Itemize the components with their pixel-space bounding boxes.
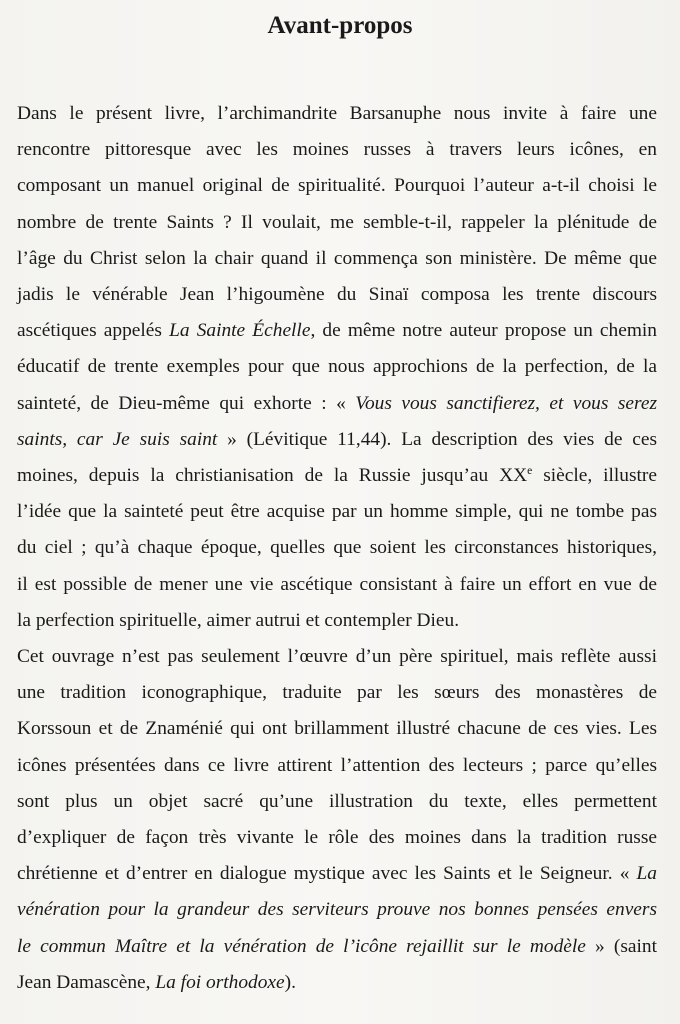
text-line bbox=[17, 458, 657, 494]
text-line bbox=[17, 530, 657, 566]
text-run: il est possible de mener une vie ascétique consistant à faire un effort en vue de bbox=[17, 573, 657, 595]
text-run: moines, depuis la christianisation de la Russie jusqu’au XX bbox=[17, 465, 528, 487]
text-line bbox=[17, 132, 657, 168]
italic-text: saints, car Je suis saint bbox=[17, 428, 218, 450]
text-run: l’idée que la sainteté peut être acquise par un homme simple, qui ne tombe pas bbox=[17, 501, 657, 523]
text-run: » (Lévitique 11,44). La description des vies de ces bbox=[217, 428, 657, 450]
paragraph bbox=[17, 639, 657, 1001]
text-run: Cet ouvrage n’est pas seulement l’œuvre d’un père spirituel, mais reflète aussi bbox=[17, 646, 657, 668]
text-run: Jean Damascène, bbox=[17, 971, 156, 993]
body-text bbox=[17, 96, 657, 1001]
text-line bbox=[17, 567, 657, 603]
text-line bbox=[17, 241, 657, 277]
text-run: jadis le vénérable Jean l’higoumène du Sinaï composa les trente discours bbox=[17, 284, 657, 306]
text-run: composant un manuel original de spiritualité. Pourquoi l’auteur a-t-il choisi le bbox=[17, 175, 657, 197]
text-run: sainteté, de Dieu-même qui exhorte : « bbox=[17, 392, 356, 414]
text-line bbox=[17, 96, 657, 132]
text-line bbox=[17, 603, 657, 639]
text-line bbox=[17, 313, 657, 349]
text-run: Dans le présent livre, l’archimandrite Barsanuphe nous invite à faire une bbox=[17, 103, 657, 124]
text-run: la perfection spirituelle, aimer autrui et contempler Dieu. bbox=[17, 609, 460, 631]
italic-text: vénération pour la grandeur des serviteurs prouve nos bonnes pensées envers bbox=[17, 899, 657, 921]
text-run: icônes présentées dans ce livre attirent l’attention des lecteurs ; parce qu’elles bbox=[17, 754, 657, 776]
text-line bbox=[17, 892, 657, 928]
text-run: ). bbox=[284, 971, 296, 993]
text-line bbox=[17, 856, 657, 892]
text-line bbox=[17, 929, 657, 965]
text-line bbox=[17, 494, 657, 530]
text-line bbox=[17, 639, 657, 675]
superscript: e bbox=[527, 464, 533, 478]
italic-text: Vous vous sanctifierez, et vous serez bbox=[355, 392, 658, 414]
text-run: , de même notre auteur propose un chemin bbox=[310, 320, 658, 342]
text-run: une tradition iconographique, traduite par les sœurs des monastères de bbox=[17, 682, 657, 704]
text-run: rencontre pittoresque avec les moines russes à travers leurs icônes, en bbox=[17, 139, 657, 161]
text-run: siècle, illustre bbox=[532, 465, 658, 487]
text-line bbox=[17, 675, 657, 711]
text-run: Korssoun et de Znaménié qui ont brillamment illustré chacune de ces vies. Les bbox=[17, 718, 657, 740]
text-line bbox=[17, 711, 657, 747]
text-line bbox=[17, 205, 657, 241]
text-line bbox=[17, 820, 657, 856]
text-line bbox=[17, 168, 657, 204]
text-line bbox=[17, 386, 657, 422]
text-line bbox=[17, 748, 657, 784]
text-run: éducatif de trente exemples pour que nous approchions de la perfection, de la bbox=[17, 356, 657, 378]
text-line bbox=[17, 277, 657, 313]
paragraph bbox=[17, 96, 657, 639]
text-run: du ciel ; qu’à chaque époque, quelles que soient les circonstances historiques, bbox=[17, 537, 657, 559]
text-run: » (saint bbox=[585, 935, 657, 957]
text-line bbox=[17, 349, 657, 385]
italic-text: La Sainte Échelle bbox=[169, 320, 311, 342]
italic-text: La bbox=[636, 863, 657, 885]
text-line bbox=[17, 422, 657, 458]
text-run: nombre de trente Saints ? Il voulait, me semble-t-il, rappeler la plénitude de bbox=[17, 211, 657, 233]
text-line bbox=[17, 784, 657, 820]
text-run: chrétienne et d’entrer en dialogue mystique avec les Saints et le Seigneur. « bbox=[17, 863, 637, 885]
text-run: sont plus un objet sacré qu’une illustration du texte, elles permettent bbox=[17, 790, 657, 812]
text-line bbox=[17, 965, 657, 1001]
italic-text: La foi orthodoxe bbox=[155, 971, 285, 993]
italic-text: le commun Maître et la vénération de l’icône rejaillit sur le modèle bbox=[17, 935, 586, 957]
page-title: Avant-propos bbox=[267, 12, 413, 39]
text-run: ascétiques appelés bbox=[17, 320, 170, 342]
text-run: l’âge du Christ selon la chair quand il commença son ministère. De même que bbox=[17, 247, 657, 269]
text-run: d’expliquer de façon très vivante le rôle des moines dans la tradition russe bbox=[17, 827, 657, 849]
